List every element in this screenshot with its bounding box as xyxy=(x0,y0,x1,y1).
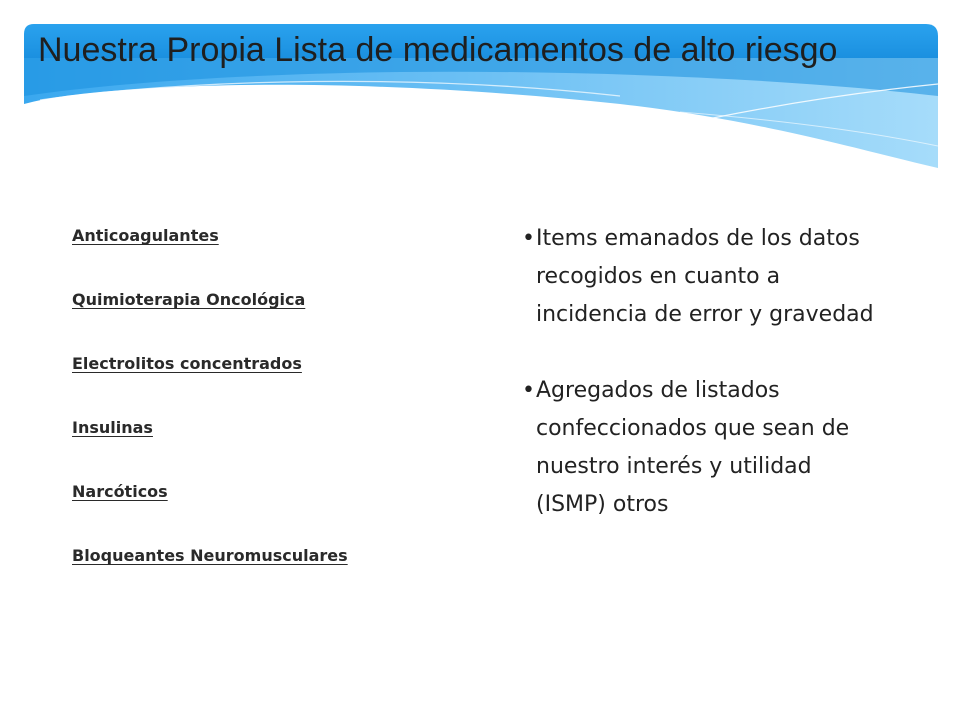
note-item xyxy=(522,220,882,334)
note-text: Agregados de listados confeccionados que sean de nuestro interés y utilidad (ISMP) otros xyxy=(536,378,850,517)
notes-list xyxy=(522,220,882,562)
note-text: Items emanados de los datos recogidos en cuanto a incidencia de error y gravedad xyxy=(536,226,874,327)
bullet-icon: • xyxy=(522,226,535,251)
medication-item: Insulinas xyxy=(72,418,153,437)
medication-item: Bloqueantes Neuromusculares xyxy=(72,546,348,565)
medication-item: Narcóticos xyxy=(72,482,168,501)
medication-item: Quimioterapia Oncológica xyxy=(72,290,306,309)
medication-item: Electrolitos concentrados xyxy=(72,354,302,373)
slide-title: Nuestra Propia Lista de medicamentos de alto riesgo xyxy=(38,31,838,69)
medication-item: Anticoagulantes xyxy=(72,226,219,245)
bullet-icon: • xyxy=(522,378,535,403)
medication-list xyxy=(72,224,348,608)
note-item xyxy=(522,372,882,524)
